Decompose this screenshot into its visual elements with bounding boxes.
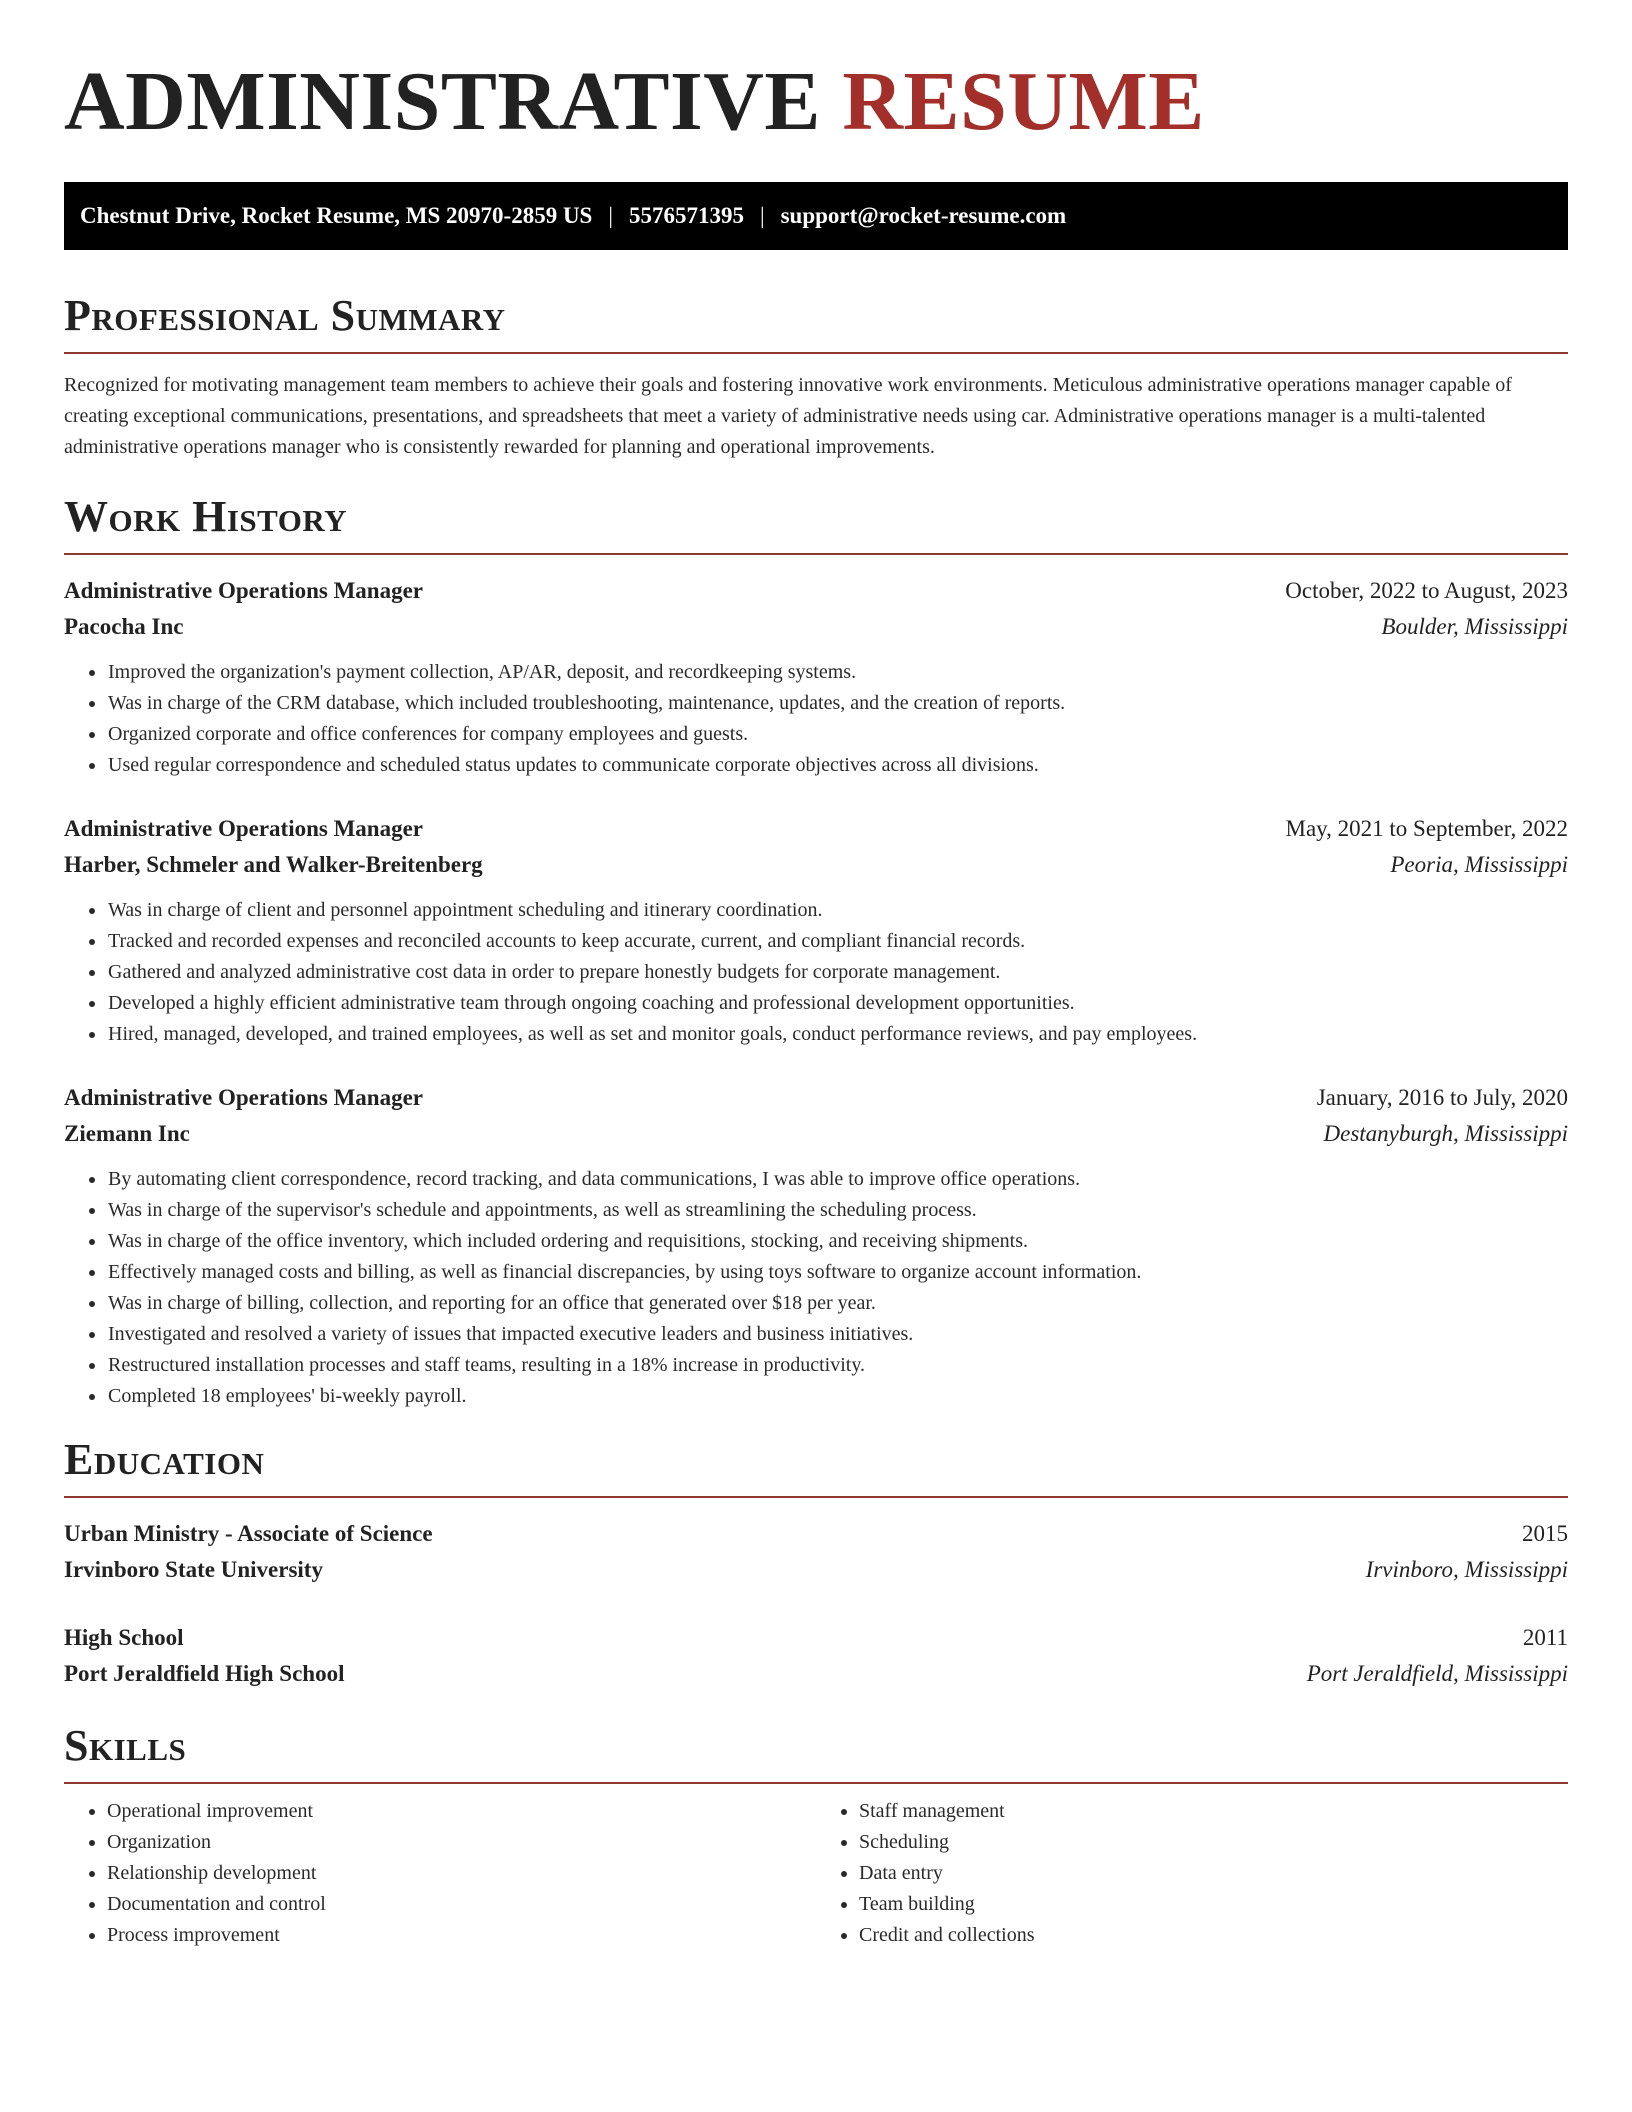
contact-address: Chestnut Drive, Rocket Resume, MS 20970-2859 US	[80, 203, 593, 228]
education-degree: High School	[64, 1625, 184, 1650]
job-bullet: • Used regular correspondence and scheduled status updates to communicate corporate objectives across all divisions.	[107, 750, 1568, 781]
education-degree: Urban Ministry - Associate of Science	[64, 1521, 433, 1546]
skills-grid	[64, 1796, 1568, 1951]
education-header	[64, 1620, 1568, 1656]
education-entry	[64, 1516, 1568, 1588]
job-header	[64, 811, 1568, 847]
job-bullets	[64, 657, 1568, 781]
job-bullet: • Was in charge of the office inventory, which included ordering and requisitions, stocking, and receiving shipments.	[107, 1226, 1568, 1257]
job-dates: May, 2021 to September, 2022	[1285, 816, 1568, 841]
skills-column-left	[64, 1796, 816, 1951]
skill-item: • Documentation and control	[107, 1889, 816, 1920]
summary-section	[64, 290, 1568, 463]
job-title: Administrative Operations Manager	[64, 816, 424, 841]
skill-item: • Credit and collections	[859, 1920, 1568, 1951]
skill-item: • Organization	[107, 1827, 816, 1858]
section-heading-work-history: Work History	[64, 492, 348, 541]
job-bullet: • By automating client correspondence, record tracking, and data communications, I was able to improve office operations.	[107, 1164, 1568, 1195]
job-bullets	[64, 1164, 1568, 1412]
job-entry	[64, 811, 1568, 1050]
job-entry	[64, 1080, 1568, 1412]
job-title: Administrative Operations Manager	[64, 1085, 424, 1110]
job-location: Boulder, Mississippi	[1381, 614, 1568, 639]
job-bullet: • Hired, managed, developed, and trained employees, as well as set and monitor goals, conduct performance reviews, and pay employees.	[107, 1019, 1568, 1050]
skill-item: • Data entry	[859, 1858, 1568, 1889]
job-bullet: • Was in charge of the supervisor's schedule and appointments, as well as streamlining the scheduling process.	[107, 1195, 1568, 1226]
job-bullet: • Was in charge of the CRM database, which included troubleshooting, maintenance, updates, and the creation of reports.	[107, 688, 1568, 719]
skill-item: • Operational improvement	[107, 1796, 816, 1827]
job-location: Peoria, Mississippi	[1390, 852, 1568, 877]
job-bullet: • Was in charge of billing, collection, and reporting for an office that generated over $18 per year.	[107, 1288, 1568, 1319]
skills-section	[64, 1720, 1568, 1951]
job-company: Ziemann Inc	[64, 1121, 190, 1146]
job-bullet: • Improved the organization's payment collection, AP/AR, deposit, and recordkeeping systems.	[107, 657, 1568, 688]
job-bullet: • Effectively managed costs and billing, as well as financial discrepancies, by using toys software to organize account information.	[107, 1257, 1568, 1288]
job-subheader	[64, 1116, 1568, 1152]
section-heading-skills: Skills	[64, 1721, 187, 1770]
skill-item: • Team building	[859, 1889, 1568, 1920]
job-company: Pacocha Inc	[64, 614, 184, 639]
work-history-section	[64, 491, 1568, 1412]
job-subheader	[64, 609, 1568, 645]
job-entry	[64, 573, 1568, 781]
skill-item: • Process improvement	[107, 1920, 816, 1951]
education-header	[64, 1516, 1568, 1552]
contact-bar	[64, 182, 1568, 250]
skill-item: • Relationship development	[107, 1858, 816, 1889]
job-bullets	[64, 895, 1568, 1050]
education-entry	[64, 1620, 1568, 1692]
education-location: Irvinboro, Mississippi	[1365, 1557, 1568, 1582]
section-divider	[64, 553, 1568, 555]
section-heading-summary: Professional Summary	[64, 291, 506, 340]
education-subheader	[64, 1552, 1568, 1588]
education-location: Port Jeraldfield, Mississippi	[1306, 1661, 1568, 1686]
education-year: 2011	[1522, 1625, 1568, 1650]
contact-email: support@rocket-resume.com	[780, 203, 1067, 228]
section-heading-education: Education	[64, 1435, 265, 1484]
title-main: ADMINISTRATIVE	[64, 55, 821, 148]
education-subheader	[64, 1656, 1568, 1692]
job-bullet: • Gathered and analyzed administrative cost data in order to prepare honestly budgets for corporate management.	[107, 957, 1568, 988]
job-bullet: • Tracked and recorded expenses and reconciled accounts to keep accurate, current, and compliant financial records.	[107, 926, 1568, 957]
section-divider	[64, 352, 1568, 354]
job-title: Administrative Operations Manager	[64, 578, 424, 603]
job-dates: January, 2016 to July, 2020	[1316, 1085, 1568, 1110]
skills-column-right	[816, 1796, 1568, 1951]
job-header	[64, 573, 1568, 609]
job-dates: October, 2022 to August, 2023	[1285, 578, 1568, 603]
resume-title	[64, 0, 1568, 152]
contact-separator: |	[759, 203, 765, 228]
job-location: Destanyburgh, Mississippi	[1323, 1121, 1568, 1146]
skill-item: • Staff management	[859, 1796, 1568, 1827]
section-divider	[64, 1496, 1568, 1498]
education-year: 2015	[1522, 1521, 1568, 1546]
job-subheader	[64, 847, 1568, 883]
title-accent: RESUME	[842, 55, 1205, 148]
job-bullet: • Developed a highly efficient administrative team through ongoing coaching and professional development opportunities.	[107, 988, 1568, 1019]
skill-item: • Scheduling	[859, 1827, 1568, 1858]
job-bullet: • Completed 18 employees' bi-weekly payroll.	[107, 1381, 1568, 1412]
job-header	[64, 1080, 1568, 1116]
education-school: Port Jeraldfield High School	[64, 1661, 345, 1686]
education-school: Irvinboro State University	[64, 1557, 323, 1582]
job-company: Harber, Schmeler and Walker-Breitenberg	[64, 852, 483, 877]
job-bullet: • Organized corporate and office conferences for company employees and guests.	[107, 719, 1568, 750]
education-section	[64, 1434, 1568, 1692]
job-bullet: • Was in charge of client and personnel appointment scheduling and itinerary coordination.	[107, 895, 1568, 926]
contact-separator: |	[608, 203, 613, 228]
job-bullet: • Investigated and resolved a variety of issues that impacted executive leaders and business initiatives.	[107, 1319, 1568, 1350]
summary-text: Recognized for motivating management team members to achieve their goals and fostering innovative work environments. Meticulous administrative operations manager capable of creating exceptional communications, presentations, and spreadsheets that meet a variety of administrative needs using car. Administrative operations manager is a multi-talented administrative operations manager who is consistently rewarded for planning and operational improvements.	[64, 374, 1512, 458]
job-bullet: • Restructured installation processes and staff teams, resulting in a 18% increase in productivity.	[107, 1350, 1568, 1381]
contact-phone: 5576571395	[628, 203, 744, 228]
section-divider	[64, 1782, 1568, 1784]
